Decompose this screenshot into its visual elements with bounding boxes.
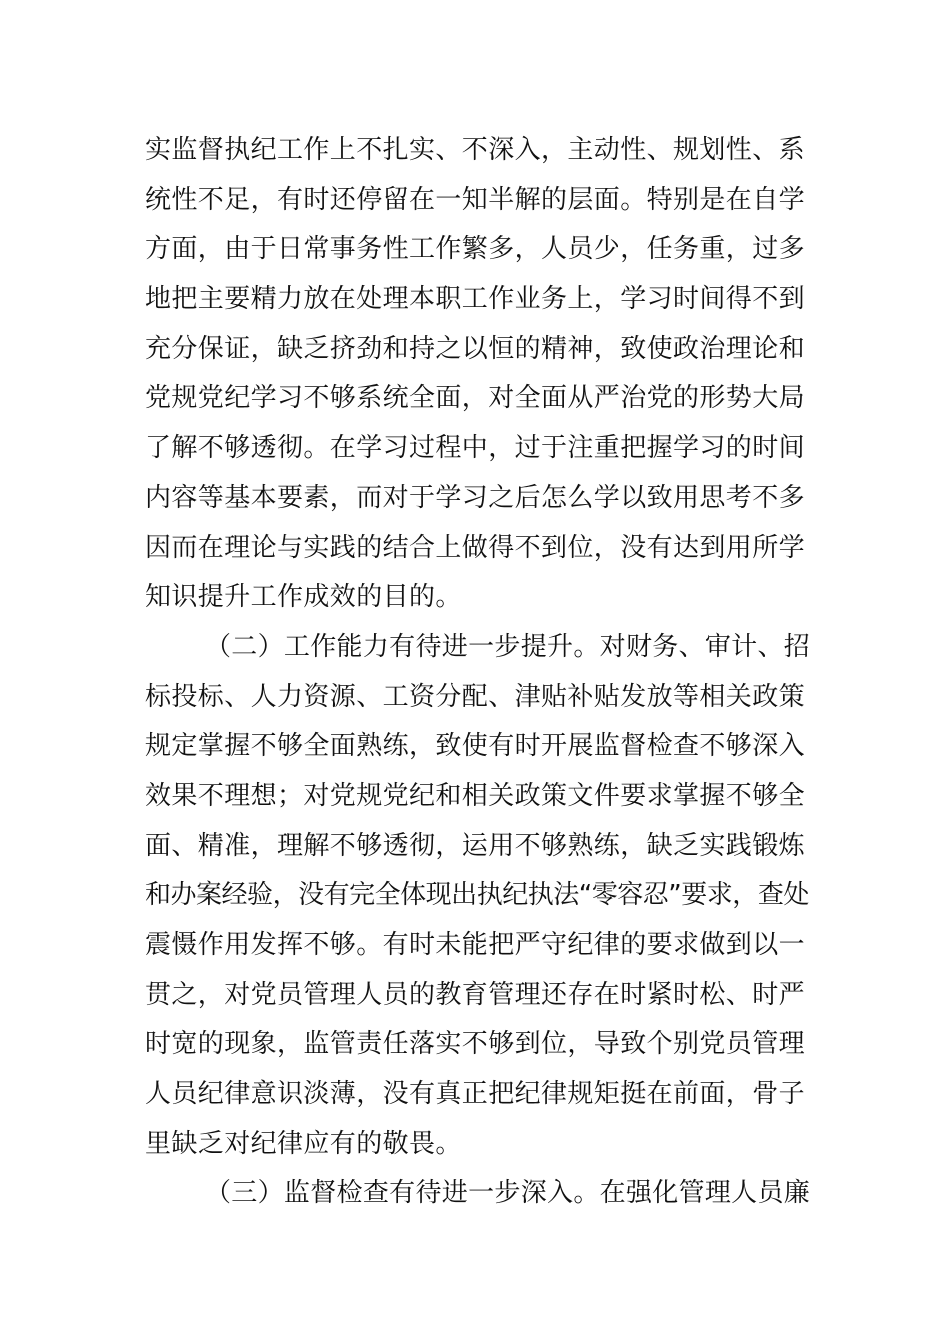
text-line: 方面，由于日常事务性工作繁多，人员少，任务重，过多 (145, 234, 806, 265)
text-line: 统性不足，有时还停留在一知半解的层面。特别是在自学 (145, 184, 806, 215)
text-line: 时宽的现象，监管责任落实不够到位，导致个别党员管理 (145, 1029, 806, 1060)
paragraph-heading-line: （二）工作能力有待进一步提升。对财务、审计、招 (205, 631, 811, 662)
text-line: 因而在理论与实践的结合上做得不到位，没有达到用所学 (145, 532, 806, 563)
text-line: 实监督执纪工作上不扎实、不深入，主动性、规划性、系 (145, 135, 806, 165)
text-line: 震慑作用发挥不够。有时未能把严守纪律的要求做到以一 (145, 930, 806, 960)
text-line: 规定掌握不够全面熟练，致使有时开展监督检查不够深入 (145, 731, 806, 762)
text-line: 里缺乏对纪律应有的敬畏。 (145, 1128, 462, 1159)
text-line: 地把主要精力放在处理本职工作业务上，学习时间得不到 (145, 284, 806, 315)
document-body (145, 126, 810, 1219)
text-line: 面、精准，理解不够透彻，运用不够熟练，缺乏实践锻炼 (145, 830, 806, 861)
text-line: 贯之，对党员管理人员的教育管理还存在时紧时松、时严 (145, 979, 806, 1010)
text-line: 人员纪律意识淡薄，没有真正把纪律规矩挺在前面，骨子 (145, 1079, 806, 1110)
text-line: 充分保证，缺乏挤劲和持之以恒的精神，致使政治理论和 (145, 333, 806, 364)
text-line: 标投标、人力资源、工资分配、津贴补贴发放等相关政策 (145, 681, 806, 712)
text-line: 了解不够透彻。在学习过程中，过于注重把握学习的时间 (145, 433, 806, 464)
paragraph-heading-line: （三）监督检查有待进一步深入。在强化管理人员廉 (205, 1178, 811, 1209)
text-line: 和办案经验，没有完全体现出执纪执法“零容忍”要求，查处 (145, 880, 809, 911)
text-line: 效果不理想；对党规党纪和相关政策文件要求掌握不够全 (145, 780, 806, 811)
text-line: 党规党纪学习不够系统全面，对全面从严治党的形势大局 (145, 383, 806, 414)
text-line: 知识提升工作成效的目的。 (145, 582, 462, 613)
text-line: 内容等基本要素，而对于学习之后怎么学以致用思考不多 (145, 482, 806, 513)
